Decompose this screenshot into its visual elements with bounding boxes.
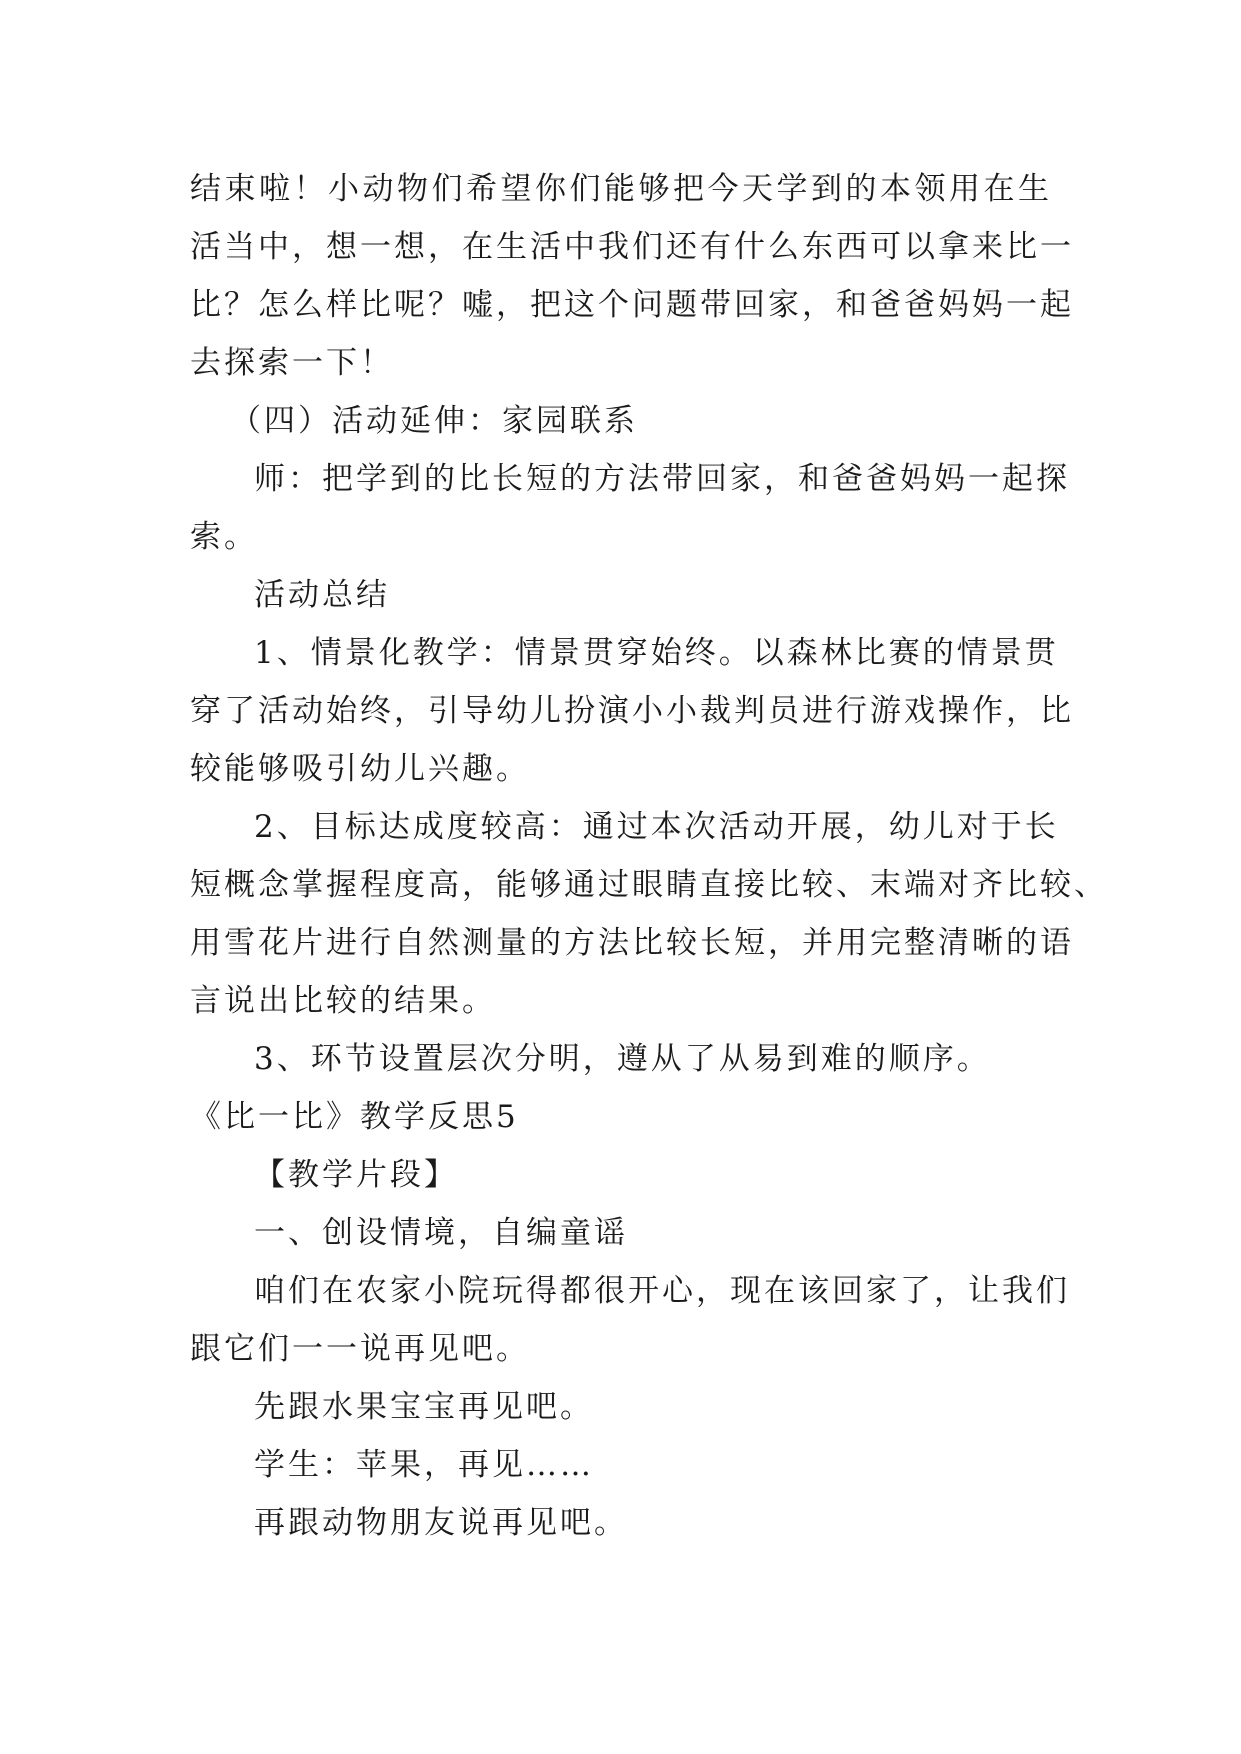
paragraph-line: 比？怎么样比呢？嘘，把这个问题带回家，和爸爸妈妈一起 xyxy=(190,287,1074,323)
paragraph-line: 结束啦！小动物们希望你们能够把今天学到的本领用在生 xyxy=(190,171,1052,207)
paragraph-line: 穿了活动始终，引导幼儿扮演小小裁判员进行游戏操作，比 xyxy=(190,693,1074,729)
paragraph-line: 索。 xyxy=(190,519,258,555)
paragraph-line: 用雪花片进行自然测量的方法比较长短，并用完整清晰的语 xyxy=(190,925,1074,961)
section-heading: 一、创设情境，自编童谣 xyxy=(254,1215,628,1251)
paragraph-line: 师：把学到的比长短的方法带回家，和爸爸妈妈一起探 xyxy=(254,461,1070,497)
paragraph-line: 活当中，想一想，在生活中我们还有什么东西可以拿来比一 xyxy=(190,229,1074,265)
paragraph-line: 学生：苹果，再见…… xyxy=(254,1447,594,1483)
paragraph-line: 先跟水果宝宝再见吧。 xyxy=(254,1389,594,1425)
paragraph-line: 咱们在农家小院玩得都很开心，现在该回家了，让我们 xyxy=(254,1273,1070,1309)
paragraph-line: 去探索一下！ xyxy=(190,345,394,381)
paragraph-line: 1、情景化教学：情景贯穿始终。以森林比赛的情景贯 xyxy=(254,635,1059,671)
paragraph-line: 再跟动物朋友说再见吧。 xyxy=(254,1505,628,1541)
section-heading: 活动总结 xyxy=(254,577,390,613)
section-heading: 【教学片段】 xyxy=(254,1157,458,1193)
paragraph-line: 2、目标达成度较高：通过本次活动开展，幼儿对于长 xyxy=(254,809,1059,845)
paragraph-line: 言说出比较的结果。 xyxy=(190,983,496,1019)
paragraph-line: 短概念掌握程度高，能够通过眼睛直接比较、末端对齐比较、 xyxy=(190,867,1108,903)
document-body xyxy=(190,160,1108,1552)
document-title: 《比一比》教学反思5 xyxy=(190,1099,519,1135)
paragraph-line: 跟它们一一说再见吧。 xyxy=(190,1331,530,1367)
section-heading: （四）活动延伸：家园联系 xyxy=(230,403,638,439)
paragraph-line: 3、环节设置层次分明，遵从了从易到难的顺序。 xyxy=(254,1041,991,1077)
paragraph-line: 较能够吸引幼儿兴趣。 xyxy=(190,751,530,787)
